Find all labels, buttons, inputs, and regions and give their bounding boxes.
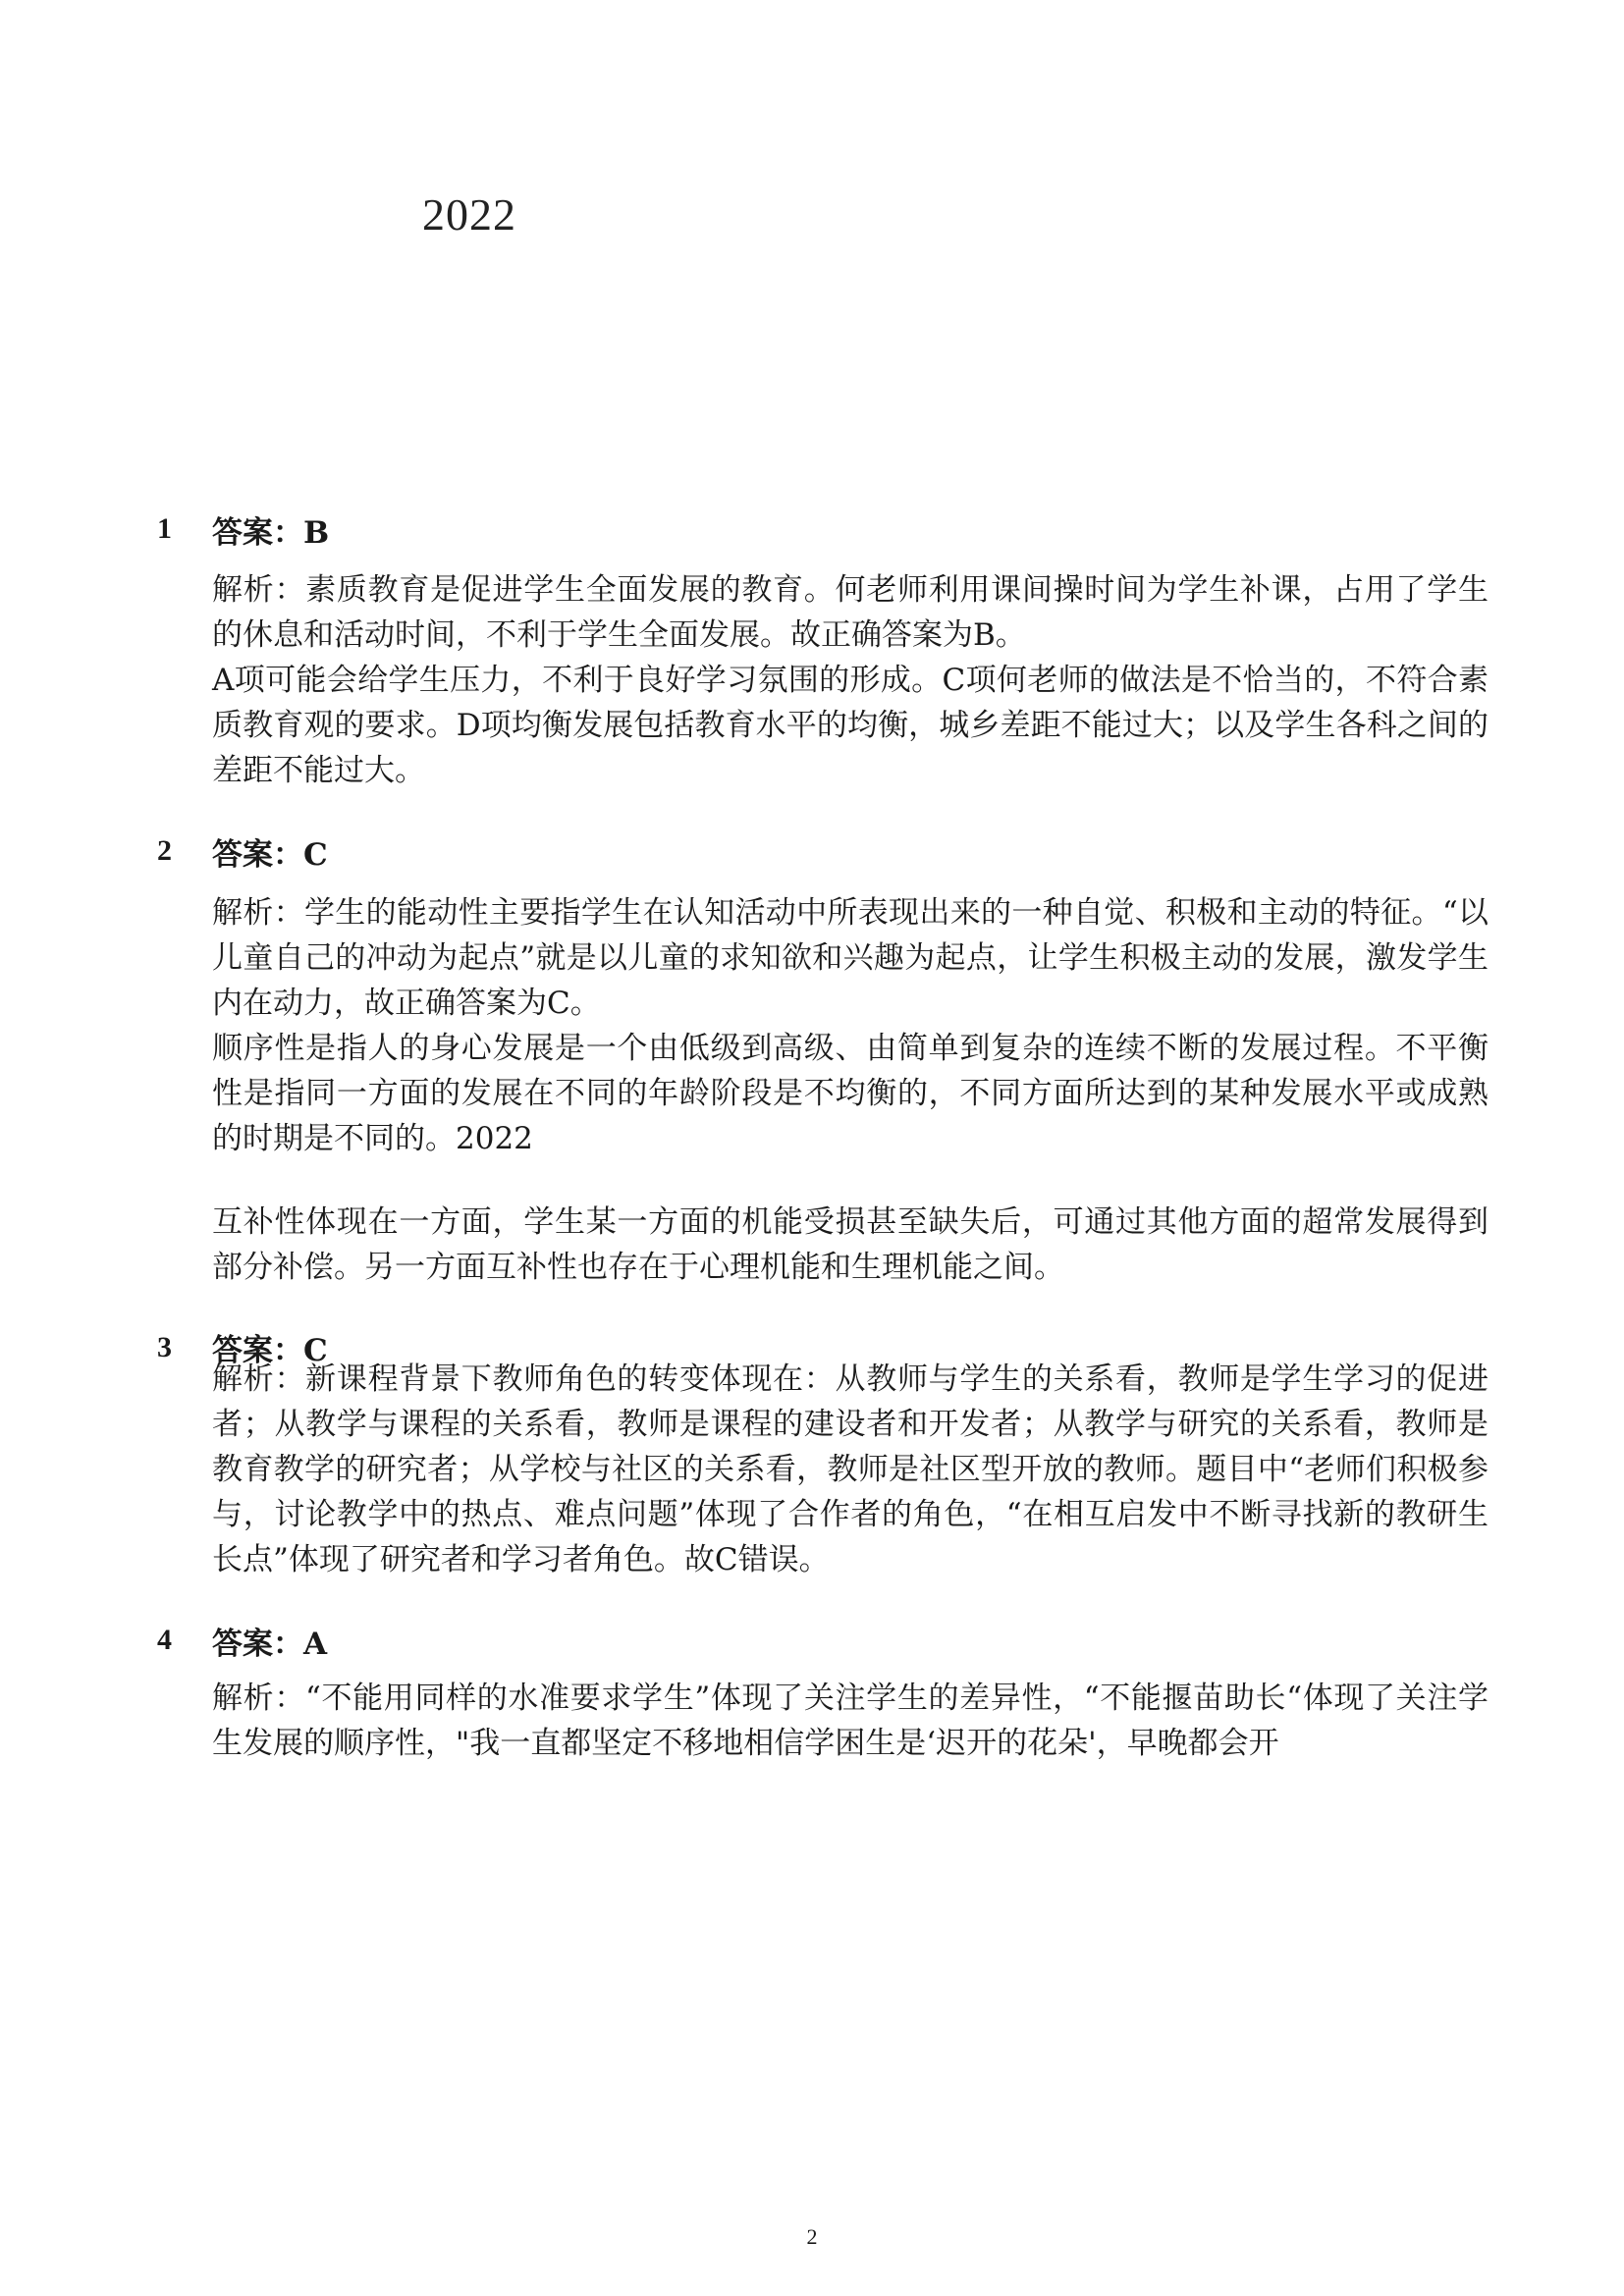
answer-label: 答案：A [212, 1627, 328, 1662]
answer-label: 答案：C [212, 837, 328, 873]
document-year-heading: 2022 [422, 189, 516, 240]
analysis-paragraph: 解析：“不能用同样的水准要求学生”体现了关注学生的差异性，“不能揠苗助长“体现了关注学生发展的顺序性，"我一直都坚定不移地相信学困生是‘迟开的花朵'，早晚都会开 [212, 1681, 1489, 1761]
explanation-paragraph: 互补性体现在一方面，学生某一方面的机能受损甚至缺失后，可通过其他方面的超常发展得到部分补偿。另一方面互补性也存在于心理机能和生理机能之间。 [212, 1204, 1489, 1285]
question-number: 4 [157, 1624, 172, 1656]
answer-label: 答案：C [212, 1333, 328, 1368]
question-number: 1 [157, 512, 172, 545]
explanation-paragraph: A项可能会给学生压力，不利于良好学习氛围的形成。C项何老师的做法是不恰当的，不符合素质教育观的要求。D项均衡发展包括教育水平的均衡，城乡差距不能过大；以及学生各科之间的差距不能过大。 [212, 663, 1489, 788]
analysis-paragraph: 解析：素质教育是促进学生全面发展的教育。何老师利用课间操时间为学生补课，占用了学生的休息和活动时间，不利于学生全面发展。故正确答案为B。 [212, 572, 1489, 653]
analysis-paragraph: 解析：学生的能动性主要指学生在认知活动中所表现出来的一种自觉、积极和主动的特征。“以儿童自己的冲动为起点”就是以儿童的求知欲和兴趣为起点，让学生积极主动的发展，激发学生内在动力，故正确答案为C。 [212, 895, 1489, 1021]
question-number: 2 [157, 834, 172, 867]
analysis-paragraph: 解析：新课程背景下教师角色的转变体现在：从教师与学生的关系看，教师是学生学习的促进者；从教学与课程的关系看，教师是课程的建设者和开发者；从教学与研究的关系看，教师是教育教学的研究者；从学校与社区的关系看，教师是社区型开放的教师。题目中“老师们积极参与，讨论教学中的热点、难点问题”体现了合作者的角色，“在相互启发中不断寻找新的教研生长点”体现了研究者和学习者角色。故C错误。 [212, 1362, 1489, 1577]
page-number: 2 [806, 2224, 818, 2249]
question-number: 3 [157, 1331, 172, 1363]
explanation-paragraph: 顺序性是指人的身心发展是一个由低级到高级、由简单到复杂的连续不断的发展过程。不平衡性是指同一方面的发展在不同的年龄阶段是不均衡的，不同方面所达到的某种发展水平或成熟的时期是不同的。2022 [212, 1031, 1489, 1156]
answer-label: 答案：B [212, 515, 330, 551]
